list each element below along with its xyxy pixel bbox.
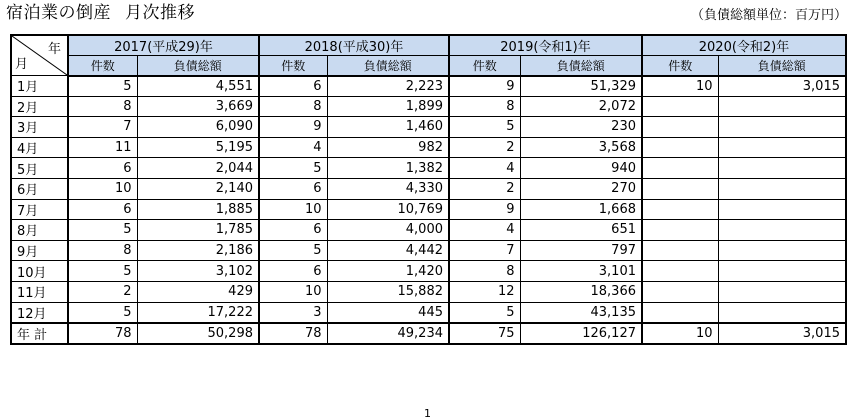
debt-cell: 5,195: [137, 137, 259, 158]
count-cell: 6: [259, 76, 327, 97]
count-cell: [642, 302, 718, 323]
debt-cell: 1,899: [327, 96, 449, 117]
debt-cell: 6,090: [137, 117, 259, 138]
debt-cell: 15,882: [327, 281, 449, 302]
debt-cell: [718, 96, 846, 117]
col-header-debt: 負債総額: [520, 56, 642, 76]
col-header-debt: 負債総額: [327, 56, 449, 76]
debt-cell: 3,669: [137, 96, 259, 117]
year-header-2017: 2017(平成29)年: [68, 35, 259, 56]
count-cell: 5: [68, 76, 137, 97]
count-cell: 11: [68, 137, 137, 158]
month-label: 11月: [11, 281, 68, 302]
corner-cell: [11, 35, 68, 76]
debt-cell: 2,186: [137, 240, 259, 261]
count-cell: 2: [68, 281, 137, 302]
table-row: [11, 137, 846, 158]
table-row: [11, 261, 846, 282]
debt-cell: 10,769: [327, 199, 449, 220]
count-cell: 8: [68, 96, 137, 117]
month-label: 3月: [11, 117, 68, 138]
month-label: 12月: [11, 302, 68, 323]
count-cell: 5: [259, 158, 327, 179]
debt-cell: 429: [137, 281, 259, 302]
debt-cell: [718, 240, 846, 261]
debt-cell: 1,885: [137, 199, 259, 220]
table-row: [11, 76, 846, 97]
count-cell: [642, 158, 718, 179]
col-header-count: 件数: [68, 56, 137, 76]
debt-cell: 2,044: [137, 158, 259, 179]
debt-cell: 982: [327, 137, 449, 158]
count-cell: 5: [68, 220, 137, 241]
corner-month-label: 月: [15, 57, 29, 72]
count-cell: [642, 137, 718, 158]
debt-cell: 3,101: [520, 261, 642, 282]
count-cell: 7: [449, 240, 520, 261]
bankruptcy-table: [10, 34, 847, 345]
header-row-years: [11, 35, 846, 56]
debt-cell: 3,568: [520, 137, 642, 158]
month-label: 4月: [11, 137, 68, 158]
table-row: [11, 199, 846, 220]
table-row: [11, 220, 846, 241]
count-cell: 5: [68, 302, 137, 323]
count-cell: [642, 220, 718, 241]
debt-cell: [718, 302, 846, 323]
total-label: 年 計: [11, 323, 68, 344]
debt-cell: 4,551: [137, 76, 259, 97]
debt-cell: 18,366: [520, 281, 642, 302]
count-cell: 8: [449, 261, 520, 282]
count-cell: [642, 117, 718, 138]
year-header-2020: 2020(令和2)年: [642, 35, 846, 56]
count-cell: 12: [449, 281, 520, 302]
debt-cell: 49,234: [327, 323, 449, 344]
table-row: [11, 158, 846, 179]
count-cell: [642, 240, 718, 261]
count-cell: 6: [259, 261, 327, 282]
count-cell: 10: [259, 281, 327, 302]
table-row: [11, 117, 846, 138]
total-row: [11, 323, 846, 344]
debt-cell: 51,329: [520, 76, 642, 97]
debt-cell: 1,785: [137, 220, 259, 241]
debt-cell: 1,668: [520, 199, 642, 220]
table-row: [11, 302, 846, 323]
count-cell: 5: [449, 302, 520, 323]
title-main: 宿泊業の倒産: [6, 3, 111, 23]
debt-cell: 797: [520, 240, 642, 261]
count-cell: 78: [259, 323, 327, 344]
count-cell: [642, 281, 718, 302]
count-cell: 5: [449, 117, 520, 138]
debt-cell: 940: [520, 158, 642, 179]
month-label: 7月: [11, 199, 68, 220]
debt-cell: [718, 199, 846, 220]
debt-cell: 4,442: [327, 240, 449, 261]
debt-cell: [718, 137, 846, 158]
debt-cell: 4,000: [327, 220, 449, 241]
month-label: 8月: [11, 220, 68, 241]
table-row: [11, 281, 846, 302]
count-cell: 10: [642, 76, 718, 97]
table-row: [11, 96, 846, 117]
count-cell: 6: [259, 178, 327, 199]
year-header-2018: 2018(平成30)年: [259, 35, 449, 56]
count-cell: 2: [449, 137, 520, 158]
debt-cell: 3,015: [718, 76, 846, 97]
month-label: 2月: [11, 96, 68, 117]
col-header-count: 件数: [259, 56, 327, 76]
debt-cell: 445: [327, 302, 449, 323]
month-label: 9月: [11, 240, 68, 261]
debt-cell: 4,330: [327, 178, 449, 199]
count-cell: 9: [259, 117, 327, 138]
count-cell: 6: [259, 220, 327, 241]
debt-cell: [718, 158, 846, 179]
count-cell: 10: [642, 323, 718, 344]
count-cell: [642, 199, 718, 220]
debt-cell: 2,072: [520, 96, 642, 117]
debt-cell: 270: [520, 178, 642, 199]
count-cell: [642, 178, 718, 199]
unit-note: （負債総額単位：百万円）: [690, 8, 847, 23]
count-cell: [642, 96, 718, 117]
debt-cell: 17,222: [137, 302, 259, 323]
col-header-count: 件数: [642, 56, 718, 76]
count-cell: 6: [68, 199, 137, 220]
count-cell: 6: [68, 158, 137, 179]
debt-cell: 2,223: [327, 76, 449, 97]
count-cell: 8: [68, 240, 137, 261]
count-cell: 5: [68, 261, 137, 282]
page-title: [6, 2, 195, 24]
month-label: 5月: [11, 158, 68, 179]
debt-cell: 3,015: [718, 323, 846, 344]
page-number: 1: [424, 407, 431, 420]
month-label: 1月: [11, 76, 68, 97]
debt-cell: 50,298: [137, 323, 259, 344]
debt-cell: [718, 178, 846, 199]
debt-cell: [718, 281, 846, 302]
count-cell: 4: [449, 220, 520, 241]
count-cell: 5: [259, 240, 327, 261]
count-cell: 3: [259, 302, 327, 323]
count-cell: 9: [449, 199, 520, 220]
debt-cell: [718, 220, 846, 241]
count-cell: 75: [449, 323, 520, 344]
debt-cell: 126,127: [520, 323, 642, 344]
count-cell: 8: [449, 96, 520, 117]
corner-year-label: 年: [47, 42, 61, 57]
debt-cell: 1,420: [327, 261, 449, 282]
month-label: 6月: [11, 178, 68, 199]
table-row: [11, 178, 846, 199]
count-cell: 8: [259, 96, 327, 117]
count-cell: 7: [68, 117, 137, 138]
year-header-2019: 2019(令和1)年: [449, 35, 642, 56]
debt-cell: 1,460: [327, 117, 449, 138]
count-cell: 2: [449, 178, 520, 199]
count-cell: 4: [259, 137, 327, 158]
debt-cell: 43,135: [520, 302, 642, 323]
count-cell: 78: [68, 323, 137, 344]
header-row-columns: [11, 56, 846, 76]
debt-cell: [718, 117, 846, 138]
count-cell: 9: [449, 76, 520, 97]
col-header-debt: 負債総額: [137, 56, 259, 76]
title-sub: 月次推移: [125, 3, 195, 23]
debt-cell: 1,382: [327, 158, 449, 179]
col-header-debt: 負債総額: [718, 56, 846, 76]
table-row: [11, 240, 846, 261]
count-cell: [642, 261, 718, 282]
count-cell: 4: [449, 158, 520, 179]
debt-cell: 230: [520, 117, 642, 138]
col-header-count: 件数: [449, 56, 520, 76]
debt-cell: 2,140: [137, 178, 259, 199]
month-label: 10月: [11, 261, 68, 282]
debt-cell: 651: [520, 220, 642, 241]
debt-cell: [718, 261, 846, 282]
count-cell: 10: [68, 178, 137, 199]
debt-cell: 3,102: [137, 261, 259, 282]
count-cell: 10: [259, 199, 327, 220]
